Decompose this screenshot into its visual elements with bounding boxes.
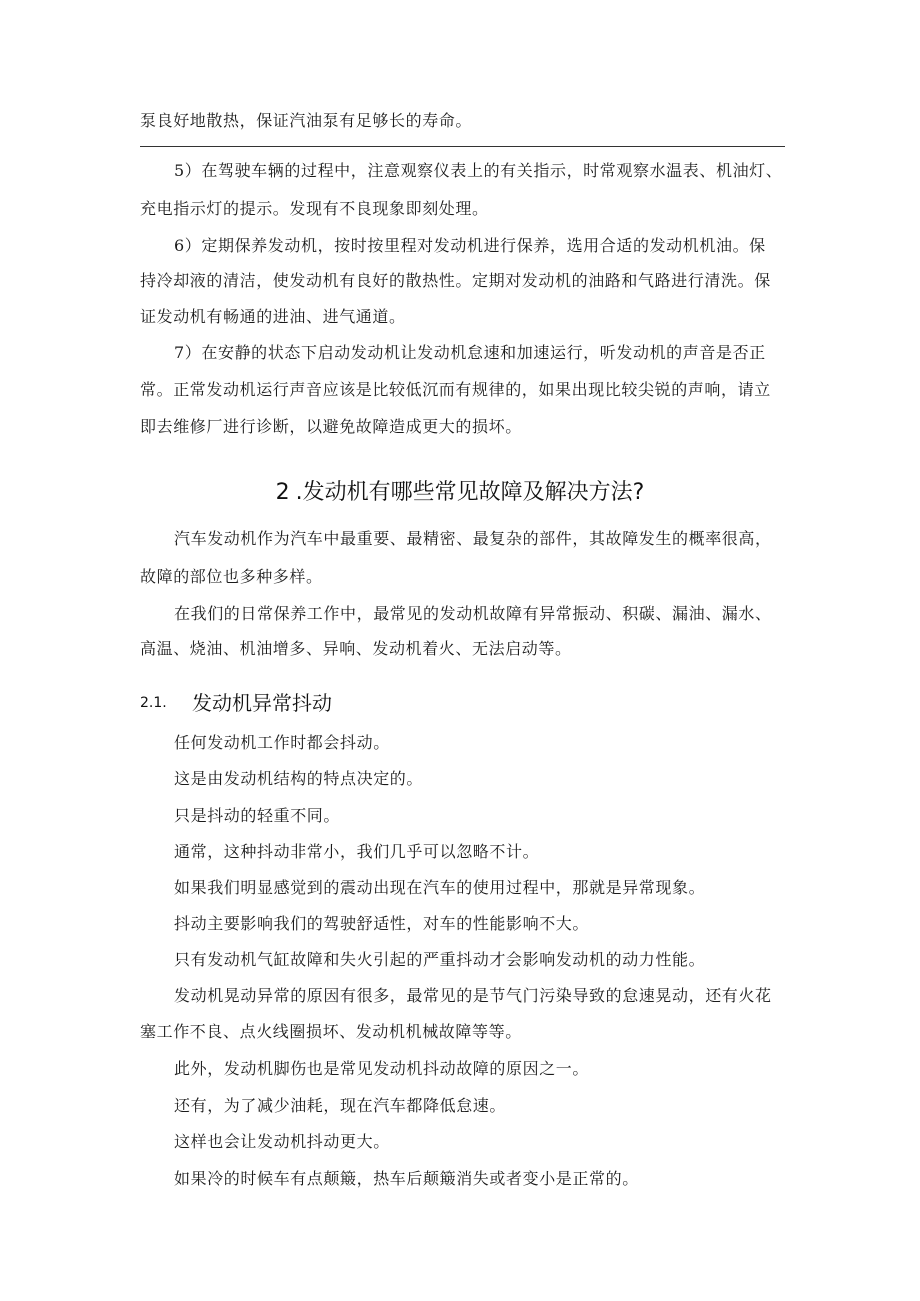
separator-rule [140, 146, 785, 147]
section-2-1-para-2: 这是由发动机结构的特点决定的。 [174, 769, 424, 788]
section-2-1-title: 发动机异常抖动 [192, 691, 332, 715]
item-7-line-1: 7）在安静的状态下启动发动机让发动机怠速和加速运行，听发动机的声音是否正 [174, 343, 766, 362]
section-2-1-para-3: 只是抖动的轻重不同。 [174, 806, 341, 825]
section-2-para-1-line-2: 故障的部位也多种多样。 [140, 567, 323, 586]
section-2-1-para-8-line-2: 塞工作不良、点火线圈损坏、发动机机械故障等等。 [140, 1022, 522, 1041]
item-5-line-1: 5）在驾驶车辆的过程中，注意观察仪表上的有关指示，时常观察水温表、机油灯、 [174, 161, 783, 180]
item-7-line-3: 即去维修厂进行诊断，以避免故障造成更大的损坏。 [140, 417, 522, 436]
section-2-para-2-line-1: 在我们的日常保养工作中，最常见的发动机故障有异常振动、积碳、漏油、漏水、 [174, 604, 772, 623]
section-2-1-para-11: 这样也会让发动机抖动更大。 [174, 1132, 390, 1151]
item-5-line-2: 充电指示灯的提示。发现有不良现象即刻处理。 [140, 199, 489, 218]
section-2-1-para-4: 通常，这种抖动非常小，我们几乎可以忽略不计。 [174, 842, 540, 861]
section-2-title: .发动机有哪些常见故障及解决方法? [295, 480, 645, 505]
section-2-1-number: 2.1. [140, 695, 167, 711]
section-2-heading [0, 478, 920, 508]
section-2-1-para-8-line-1: 发动机晃动异常的原因有很多，最常见的是节气门污染导致的怠速晃动，还有火花 [174, 986, 772, 1005]
section-2-1-para-5: 如果我们明显感觉到的震动出现在汽车的使用过程中，那就是异常现象。 [174, 878, 706, 897]
section-2-para-2-line-2: 高温、烧油、机油增多、异响、发动机着火、无法启动等。 [140, 639, 572, 658]
section-2-para-1-line-1: 汽车发动机作为汽车中最重要、最精密、最复杂的部件，其故障发生的概率很高， [174, 529, 772, 548]
top-fragment-line: 泵良好地散热，保证汽油泵有足够长的寿命。 [140, 111, 473, 130]
item-6-line-2: 持冷却液的清洁，使发动机有良好的散热性。定期对发动机的油路和气路进行清洗。保 [140, 271, 771, 290]
section-2-1-para-1: 任何发动机工作时都会抖动。 [174, 733, 390, 752]
section-2-number: 2 [275, 480, 290, 505]
item-6-line-3: 证发动机有畅通的进油、进气通道。 [140, 307, 406, 326]
section-2-1-para-10: 还有，为了减少油耗，现在汽车都降低怠速。 [174, 1096, 507, 1115]
section-2-1-para-7: 只有发动机气缸故障和失火引起的严重抖动才会影响发动机的动力性能。 [174, 950, 706, 969]
section-2-1-para-12: 如果冷的时候车有点颠簸，热车后颠簸消失或者变小是正常的。 [174, 1169, 639, 1188]
section-2-1-para-9: 此外，发动机脚伤也是常见发动机抖动故障的原因之一。 [174, 1059, 590, 1078]
item-6-line-1: 6）定期保养发动机，按时按里程对发动机进行保养，选用合适的发动机机油。保 [174, 236, 766, 255]
section-2-1-heading [140, 689, 332, 717]
item-7-line-2: 常。正常发动机运行声音应该是比较低沉而有规律的，如果出现比较尖锐的声响，请立 [140, 380, 771, 399]
section-2-1-para-6: 抖动主要影响我们的驾驶舒适性，对车的性能影响不大。 [174, 914, 590, 933]
